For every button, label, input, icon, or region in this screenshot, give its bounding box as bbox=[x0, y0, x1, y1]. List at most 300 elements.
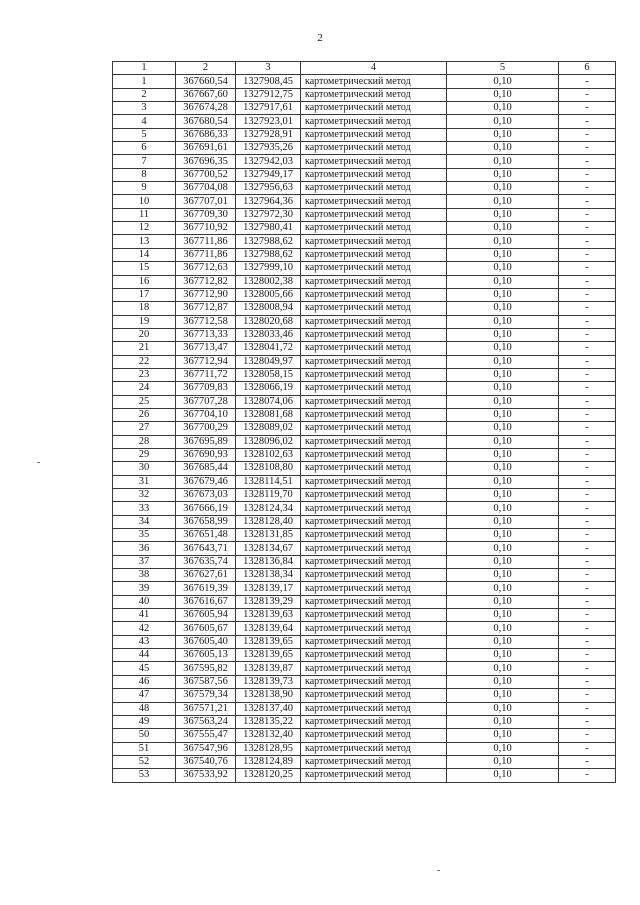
y-coordinate-cell: 1327935,26 bbox=[236, 142, 301, 155]
y-coordinate-cell: 1327908,45 bbox=[236, 75, 301, 88]
header-col-4: 4 bbox=[301, 62, 447, 75]
table-row bbox=[113, 248, 616, 261]
note-cell: - bbox=[559, 222, 616, 235]
x-coordinate-cell: 367679,46 bbox=[176, 475, 236, 488]
method-cell: картометрический метод bbox=[301, 689, 447, 702]
x-coordinate-cell: 367709,30 bbox=[176, 208, 236, 221]
x-coordinate-cell: 367712,82 bbox=[176, 275, 236, 288]
note-cell: - bbox=[559, 542, 616, 555]
x-coordinate-cell: 367579,34 bbox=[176, 689, 236, 702]
y-coordinate-cell: 1328081,68 bbox=[236, 408, 301, 421]
point-number-cell: 22 bbox=[113, 355, 176, 368]
accuracy-cell: 0,10 bbox=[447, 542, 559, 555]
table-row bbox=[113, 555, 616, 568]
accuracy-cell: 0,10 bbox=[447, 382, 559, 395]
accuracy-cell: 0,10 bbox=[447, 248, 559, 261]
point-number-cell: 30 bbox=[113, 462, 176, 475]
method-cell: картометрический метод bbox=[301, 115, 447, 128]
accuracy-cell: 0,10 bbox=[447, 195, 559, 208]
point-number-cell: 47 bbox=[113, 689, 176, 702]
note-cell: - bbox=[559, 529, 616, 542]
method-cell: картометрический метод bbox=[301, 182, 447, 195]
scan-mark bbox=[37, 462, 40, 463]
method-cell: картометрический метод bbox=[301, 262, 447, 275]
y-coordinate-cell: 1328114,51 bbox=[236, 475, 301, 488]
table-row bbox=[113, 542, 616, 555]
method-cell: картометрический метод bbox=[301, 462, 447, 475]
method-cell: картометрический метод bbox=[301, 408, 447, 421]
x-coordinate-cell: 367707,28 bbox=[176, 395, 236, 408]
table-row bbox=[113, 595, 616, 608]
point-number-cell: 13 bbox=[113, 235, 176, 248]
table-row bbox=[113, 475, 616, 488]
note-cell: - bbox=[559, 489, 616, 502]
table-row bbox=[113, 489, 616, 502]
method-cell: картометрический метод bbox=[301, 622, 447, 635]
table-row bbox=[113, 222, 616, 235]
x-coordinate-cell: 367712,63 bbox=[176, 262, 236, 275]
accuracy-cell: 0,10 bbox=[447, 208, 559, 221]
table-row bbox=[113, 288, 616, 301]
header-col-2: 2 bbox=[176, 62, 236, 75]
accuracy-cell: 0,10 bbox=[447, 182, 559, 195]
y-coordinate-cell: 1328139,17 bbox=[236, 582, 301, 595]
accuracy-cell: 0,10 bbox=[447, 328, 559, 341]
accuracy-cell: 0,10 bbox=[447, 435, 559, 448]
note-cell: - bbox=[559, 328, 616, 341]
method-cell: картометрический метод bbox=[301, 475, 447, 488]
y-coordinate-cell: 1328074,06 bbox=[236, 395, 301, 408]
point-number-cell: 29 bbox=[113, 448, 176, 461]
accuracy-cell: 0,10 bbox=[447, 342, 559, 355]
table-row bbox=[113, 649, 616, 662]
note-cell: - bbox=[559, 675, 616, 688]
accuracy-cell: 0,10 bbox=[447, 142, 559, 155]
method-cell: картометрический метод bbox=[301, 275, 447, 288]
method-cell: картометрический метод bbox=[301, 342, 447, 355]
method-cell: картометрический метод bbox=[301, 435, 447, 448]
page-number: 2 bbox=[317, 32, 323, 44]
note-cell: - bbox=[559, 769, 616, 782]
point-number-cell: 6 bbox=[113, 142, 176, 155]
x-coordinate-cell: 367709,83 bbox=[176, 382, 236, 395]
point-number-cell: 40 bbox=[113, 595, 176, 608]
note-cell: - bbox=[559, 475, 616, 488]
y-coordinate-cell: 1327956,63 bbox=[236, 182, 301, 195]
y-coordinate-cell: 1328066,19 bbox=[236, 382, 301, 395]
y-coordinate-cell: 1328139,87 bbox=[236, 662, 301, 675]
point-number-cell: 50 bbox=[113, 729, 176, 742]
table-row bbox=[113, 342, 616, 355]
x-coordinate-cell: 367563,24 bbox=[176, 715, 236, 728]
method-cell: картометрический метод bbox=[301, 555, 447, 568]
note-cell: - bbox=[559, 262, 616, 275]
x-coordinate-cell: 367540,76 bbox=[176, 755, 236, 768]
note-cell: - bbox=[559, 715, 616, 728]
point-number-cell: 11 bbox=[113, 208, 176, 221]
table-row bbox=[113, 675, 616, 688]
point-number-cell: 27 bbox=[113, 422, 176, 435]
x-coordinate-cell: 367533,92 bbox=[176, 769, 236, 782]
x-coordinate-cell: 367635,74 bbox=[176, 555, 236, 568]
y-coordinate-cell: 1327988,62 bbox=[236, 235, 301, 248]
x-coordinate-cell: 367651,48 bbox=[176, 529, 236, 542]
point-number-cell: 38 bbox=[113, 569, 176, 582]
note-cell: - bbox=[559, 689, 616, 702]
note-cell: - bbox=[559, 435, 616, 448]
point-number-cell: 51 bbox=[113, 742, 176, 755]
point-number-cell: 52 bbox=[113, 755, 176, 768]
accuracy-cell: 0,10 bbox=[447, 649, 559, 662]
x-coordinate-cell: 367713,33 bbox=[176, 328, 236, 341]
x-coordinate-cell: 367711,72 bbox=[176, 368, 236, 381]
accuracy-cell: 0,10 bbox=[447, 75, 559, 88]
table-row bbox=[113, 395, 616, 408]
x-coordinate-cell: 367691,61 bbox=[176, 142, 236, 155]
table-row bbox=[113, 115, 616, 128]
point-number-cell: 8 bbox=[113, 168, 176, 181]
y-coordinate-cell: 1328139,64 bbox=[236, 622, 301, 635]
method-cell: картометрический метод bbox=[301, 715, 447, 728]
note-cell: - bbox=[559, 555, 616, 568]
x-coordinate-cell: 367616,67 bbox=[176, 595, 236, 608]
note-cell: - bbox=[559, 595, 616, 608]
y-coordinate-cell: 1328131,85 bbox=[236, 529, 301, 542]
accuracy-cell: 0,10 bbox=[447, 395, 559, 408]
accuracy-cell: 0,10 bbox=[447, 515, 559, 528]
table-row bbox=[113, 368, 616, 381]
point-number-cell: 35 bbox=[113, 529, 176, 542]
table-row bbox=[113, 235, 616, 248]
y-coordinate-cell: 1327999,10 bbox=[236, 262, 301, 275]
y-coordinate-cell: 1328139,29 bbox=[236, 595, 301, 608]
accuracy-cell: 0,10 bbox=[447, 609, 559, 622]
accuracy-cell: 0,10 bbox=[447, 622, 559, 635]
method-cell: картометрический метод bbox=[301, 582, 447, 595]
point-number-cell: 16 bbox=[113, 275, 176, 288]
accuracy-cell: 0,10 bbox=[447, 675, 559, 688]
point-number-cell: 15 bbox=[113, 262, 176, 275]
method-cell: картометрический метод bbox=[301, 675, 447, 688]
accuracy-cell: 0,10 bbox=[447, 128, 559, 141]
point-number-cell: 23 bbox=[113, 368, 176, 381]
x-coordinate-cell: 367605,67 bbox=[176, 622, 236, 635]
x-coordinate-cell: 367619,39 bbox=[176, 582, 236, 595]
table-row bbox=[113, 569, 616, 582]
table-row bbox=[113, 755, 616, 768]
point-number-cell: 12 bbox=[113, 222, 176, 235]
y-coordinate-cell: 1327923,01 bbox=[236, 115, 301, 128]
note-cell: - bbox=[559, 235, 616, 248]
x-coordinate-cell: 367711,86 bbox=[176, 235, 236, 248]
y-coordinate-cell: 1328005,66 bbox=[236, 288, 301, 301]
method-cell: картометрический метод bbox=[301, 75, 447, 88]
method-cell: картометрический метод bbox=[301, 248, 447, 261]
point-number-cell: 39 bbox=[113, 582, 176, 595]
table-row bbox=[113, 462, 616, 475]
point-number-cell: 49 bbox=[113, 715, 176, 728]
note-cell: - bbox=[559, 448, 616, 461]
x-coordinate-cell: 367605,13 bbox=[176, 649, 236, 662]
y-coordinate-cell: 1327928,91 bbox=[236, 128, 301, 141]
x-coordinate-cell: 367710,92 bbox=[176, 222, 236, 235]
note-cell: - bbox=[559, 395, 616, 408]
point-number-cell: 25 bbox=[113, 395, 176, 408]
method-cell: картометрический метод bbox=[301, 208, 447, 221]
point-number-cell: 10 bbox=[113, 195, 176, 208]
table-row bbox=[113, 142, 616, 155]
y-coordinate-cell: 1327917,61 bbox=[236, 102, 301, 115]
note-cell: - bbox=[559, 142, 616, 155]
point-number-cell: 4 bbox=[113, 115, 176, 128]
point-number-cell: 33 bbox=[113, 502, 176, 515]
method-cell: картометрический метод bbox=[301, 542, 447, 555]
point-number-cell: 48 bbox=[113, 702, 176, 715]
point-number-cell: 45 bbox=[113, 662, 176, 675]
note-cell: - bbox=[559, 408, 616, 421]
note-cell: - bbox=[559, 609, 616, 622]
accuracy-cell: 0,10 bbox=[447, 222, 559, 235]
note-cell: - bbox=[559, 302, 616, 315]
method-cell: картометрический метод bbox=[301, 755, 447, 768]
note-cell: - bbox=[559, 208, 616, 221]
table-row bbox=[113, 582, 616, 595]
y-coordinate-cell: 1328138,34 bbox=[236, 569, 301, 582]
accuracy-cell: 0,10 bbox=[447, 155, 559, 168]
y-coordinate-cell: 1328139,65 bbox=[236, 649, 301, 662]
y-coordinate-cell: 1328008,94 bbox=[236, 302, 301, 315]
accuracy-cell: 0,10 bbox=[447, 582, 559, 595]
table-row bbox=[113, 355, 616, 368]
table-row bbox=[113, 435, 616, 448]
method-cell: картометрический метод bbox=[301, 742, 447, 755]
accuracy-cell: 0,10 bbox=[447, 489, 559, 502]
y-coordinate-cell: 1328134,67 bbox=[236, 542, 301, 555]
accuracy-cell: 0,10 bbox=[447, 368, 559, 381]
note-cell: - bbox=[559, 662, 616, 675]
x-coordinate-cell: 367685,44 bbox=[176, 462, 236, 475]
table-row bbox=[113, 662, 616, 675]
point-number-cell: 36 bbox=[113, 542, 176, 555]
method-cell: картометрический метод bbox=[301, 328, 447, 341]
accuracy-cell: 0,10 bbox=[447, 769, 559, 782]
method-cell: картометрический метод bbox=[301, 769, 447, 782]
note-cell: - bbox=[559, 742, 616, 755]
y-coordinate-cell: 1327988,62 bbox=[236, 248, 301, 261]
point-number-cell: 18 bbox=[113, 302, 176, 315]
method-cell: картометрический метод bbox=[301, 515, 447, 528]
point-number-cell: 5 bbox=[113, 128, 176, 141]
table-row bbox=[113, 182, 616, 195]
point-number-cell: 20 bbox=[113, 328, 176, 341]
table-header bbox=[113, 62, 616, 75]
accuracy-cell: 0,10 bbox=[447, 288, 559, 301]
y-coordinate-cell: 1328108,80 bbox=[236, 462, 301, 475]
accuracy-cell: 0,10 bbox=[447, 635, 559, 648]
x-coordinate-cell: 367707,01 bbox=[176, 195, 236, 208]
y-coordinate-cell: 1328033,46 bbox=[236, 328, 301, 341]
y-coordinate-cell: 1327980,41 bbox=[236, 222, 301, 235]
y-coordinate-cell: 1328124,89 bbox=[236, 755, 301, 768]
method-cell: картометрический метод bbox=[301, 288, 447, 301]
note-cell: - bbox=[559, 635, 616, 648]
x-coordinate-cell: 367713,47 bbox=[176, 342, 236, 355]
x-coordinate-cell: 367700,52 bbox=[176, 168, 236, 181]
method-cell: картометрический метод bbox=[301, 635, 447, 648]
table-body bbox=[113, 75, 616, 782]
accuracy-cell: 0,10 bbox=[447, 569, 559, 582]
x-coordinate-cell: 367660,54 bbox=[176, 75, 236, 88]
point-number-cell: 14 bbox=[113, 248, 176, 261]
table-row bbox=[113, 715, 616, 728]
x-coordinate-cell: 367695,89 bbox=[176, 435, 236, 448]
x-coordinate-cell: 367696,35 bbox=[176, 155, 236, 168]
header-col-1: 1 bbox=[113, 62, 176, 75]
table-row bbox=[113, 609, 616, 622]
header-col-5: 5 bbox=[447, 62, 559, 75]
point-number-cell: 3 bbox=[113, 102, 176, 115]
y-coordinate-cell: 1328089,02 bbox=[236, 422, 301, 435]
table-row bbox=[113, 635, 616, 648]
accuracy-cell: 0,10 bbox=[447, 355, 559, 368]
accuracy-cell: 0,10 bbox=[447, 755, 559, 768]
scan-mark bbox=[437, 870, 440, 871]
method-cell: картометрический метод bbox=[301, 609, 447, 622]
x-coordinate-cell: 367673,03 bbox=[176, 489, 236, 502]
x-coordinate-cell: 367712,87 bbox=[176, 302, 236, 315]
accuracy-cell: 0,10 bbox=[447, 475, 559, 488]
note-cell: - bbox=[559, 315, 616, 328]
table-row bbox=[113, 769, 616, 782]
x-coordinate-cell: 367547,96 bbox=[176, 742, 236, 755]
note-cell: - bbox=[559, 355, 616, 368]
method-cell: картометрический метод bbox=[301, 395, 447, 408]
method-cell: картометрический метод bbox=[301, 168, 447, 181]
accuracy-cell: 0,10 bbox=[447, 88, 559, 101]
note-cell: - bbox=[559, 368, 616, 381]
point-number-cell: 31 bbox=[113, 475, 176, 488]
point-number-cell: 19 bbox=[113, 315, 176, 328]
x-coordinate-cell: 367704,10 bbox=[176, 408, 236, 421]
point-number-cell: 21 bbox=[113, 342, 176, 355]
y-coordinate-cell: 1328132,40 bbox=[236, 729, 301, 742]
accuracy-cell: 0,10 bbox=[447, 742, 559, 755]
header-col-3: 3 bbox=[236, 62, 301, 75]
y-coordinate-cell: 1327942,03 bbox=[236, 155, 301, 168]
accuracy-cell: 0,10 bbox=[447, 662, 559, 675]
table-row bbox=[113, 75, 616, 88]
table-row bbox=[113, 262, 616, 275]
note-cell: - bbox=[559, 182, 616, 195]
x-coordinate-cell: 367712,90 bbox=[176, 288, 236, 301]
y-coordinate-cell: 1328128,95 bbox=[236, 742, 301, 755]
table-row bbox=[113, 128, 616, 141]
table-row bbox=[113, 168, 616, 181]
y-coordinate-cell: 1328058,15 bbox=[236, 368, 301, 381]
point-number-cell: 24 bbox=[113, 382, 176, 395]
note-cell: - bbox=[559, 622, 616, 635]
point-number-cell: 7 bbox=[113, 155, 176, 168]
note-cell: - bbox=[559, 729, 616, 742]
accuracy-cell: 0,10 bbox=[447, 729, 559, 742]
y-coordinate-cell: 1328139,73 bbox=[236, 675, 301, 688]
point-number-cell: 43 bbox=[113, 635, 176, 648]
table-row bbox=[113, 448, 616, 461]
table-row bbox=[113, 729, 616, 742]
x-coordinate-cell: 367680,54 bbox=[176, 115, 236, 128]
note-cell: - bbox=[559, 195, 616, 208]
table-row bbox=[113, 422, 616, 435]
method-cell: картометрический метод bbox=[301, 649, 447, 662]
accuracy-cell: 0,10 bbox=[447, 168, 559, 181]
accuracy-cell: 0,10 bbox=[447, 715, 559, 728]
x-coordinate-cell: 367712,58 bbox=[176, 315, 236, 328]
table-row bbox=[113, 302, 616, 315]
x-coordinate-cell: 367686,33 bbox=[176, 128, 236, 141]
y-coordinate-cell: 1328139,63 bbox=[236, 609, 301, 622]
point-number-cell: 1 bbox=[113, 75, 176, 88]
y-coordinate-cell: 1328136,84 bbox=[236, 555, 301, 568]
y-coordinate-cell: 1328135,22 bbox=[236, 715, 301, 728]
x-coordinate-cell: 367605,40 bbox=[176, 635, 236, 648]
accuracy-cell: 0,10 bbox=[447, 235, 559, 248]
y-coordinate-cell: 1327949,17 bbox=[236, 168, 301, 181]
point-number-cell: 53 bbox=[113, 769, 176, 782]
x-coordinate-cell: 367571,21 bbox=[176, 702, 236, 715]
point-number-cell: 34 bbox=[113, 515, 176, 528]
x-coordinate-cell: 367704,08 bbox=[176, 182, 236, 195]
accuracy-cell: 0,10 bbox=[447, 689, 559, 702]
note-cell: - bbox=[559, 569, 616, 582]
method-cell: картометрический метод bbox=[301, 302, 447, 315]
note-cell: - bbox=[559, 342, 616, 355]
table-row bbox=[113, 742, 616, 755]
method-cell: картометрический метод bbox=[301, 448, 447, 461]
accuracy-cell: 0,10 bbox=[447, 315, 559, 328]
table-row bbox=[113, 88, 616, 101]
method-cell: картометрический метод bbox=[301, 489, 447, 502]
note-cell: - bbox=[559, 582, 616, 595]
method-cell: картометрический метод bbox=[301, 662, 447, 675]
method-cell: картометрический метод bbox=[301, 569, 447, 582]
table-row bbox=[113, 515, 616, 528]
accuracy-cell: 0,10 bbox=[447, 302, 559, 315]
table-row bbox=[113, 328, 616, 341]
y-coordinate-cell: 1328041,72 bbox=[236, 342, 301, 355]
table-row bbox=[113, 689, 616, 702]
method-cell: картометрический метод bbox=[301, 595, 447, 608]
y-coordinate-cell: 1328119,70 bbox=[236, 489, 301, 502]
table-row bbox=[113, 529, 616, 542]
accuracy-cell: 0,10 bbox=[447, 702, 559, 715]
method-cell: картометрический метод bbox=[301, 142, 447, 155]
note-cell: - bbox=[559, 88, 616, 101]
note-cell: - bbox=[559, 702, 616, 715]
x-coordinate-cell: 367605,94 bbox=[176, 609, 236, 622]
note-cell: - bbox=[559, 75, 616, 88]
table-row bbox=[113, 155, 616, 168]
point-number-cell: 41 bbox=[113, 609, 176, 622]
table-row bbox=[113, 102, 616, 115]
point-number-cell: 28 bbox=[113, 435, 176, 448]
method-cell: картометрический метод bbox=[301, 382, 447, 395]
accuracy-cell: 0,10 bbox=[447, 115, 559, 128]
method-cell: картометрический метод bbox=[301, 729, 447, 742]
note-cell: - bbox=[559, 755, 616, 768]
x-coordinate-cell: 367587,56 bbox=[176, 675, 236, 688]
method-cell: картометрический метод bbox=[301, 422, 447, 435]
accuracy-cell: 0,10 bbox=[447, 502, 559, 515]
